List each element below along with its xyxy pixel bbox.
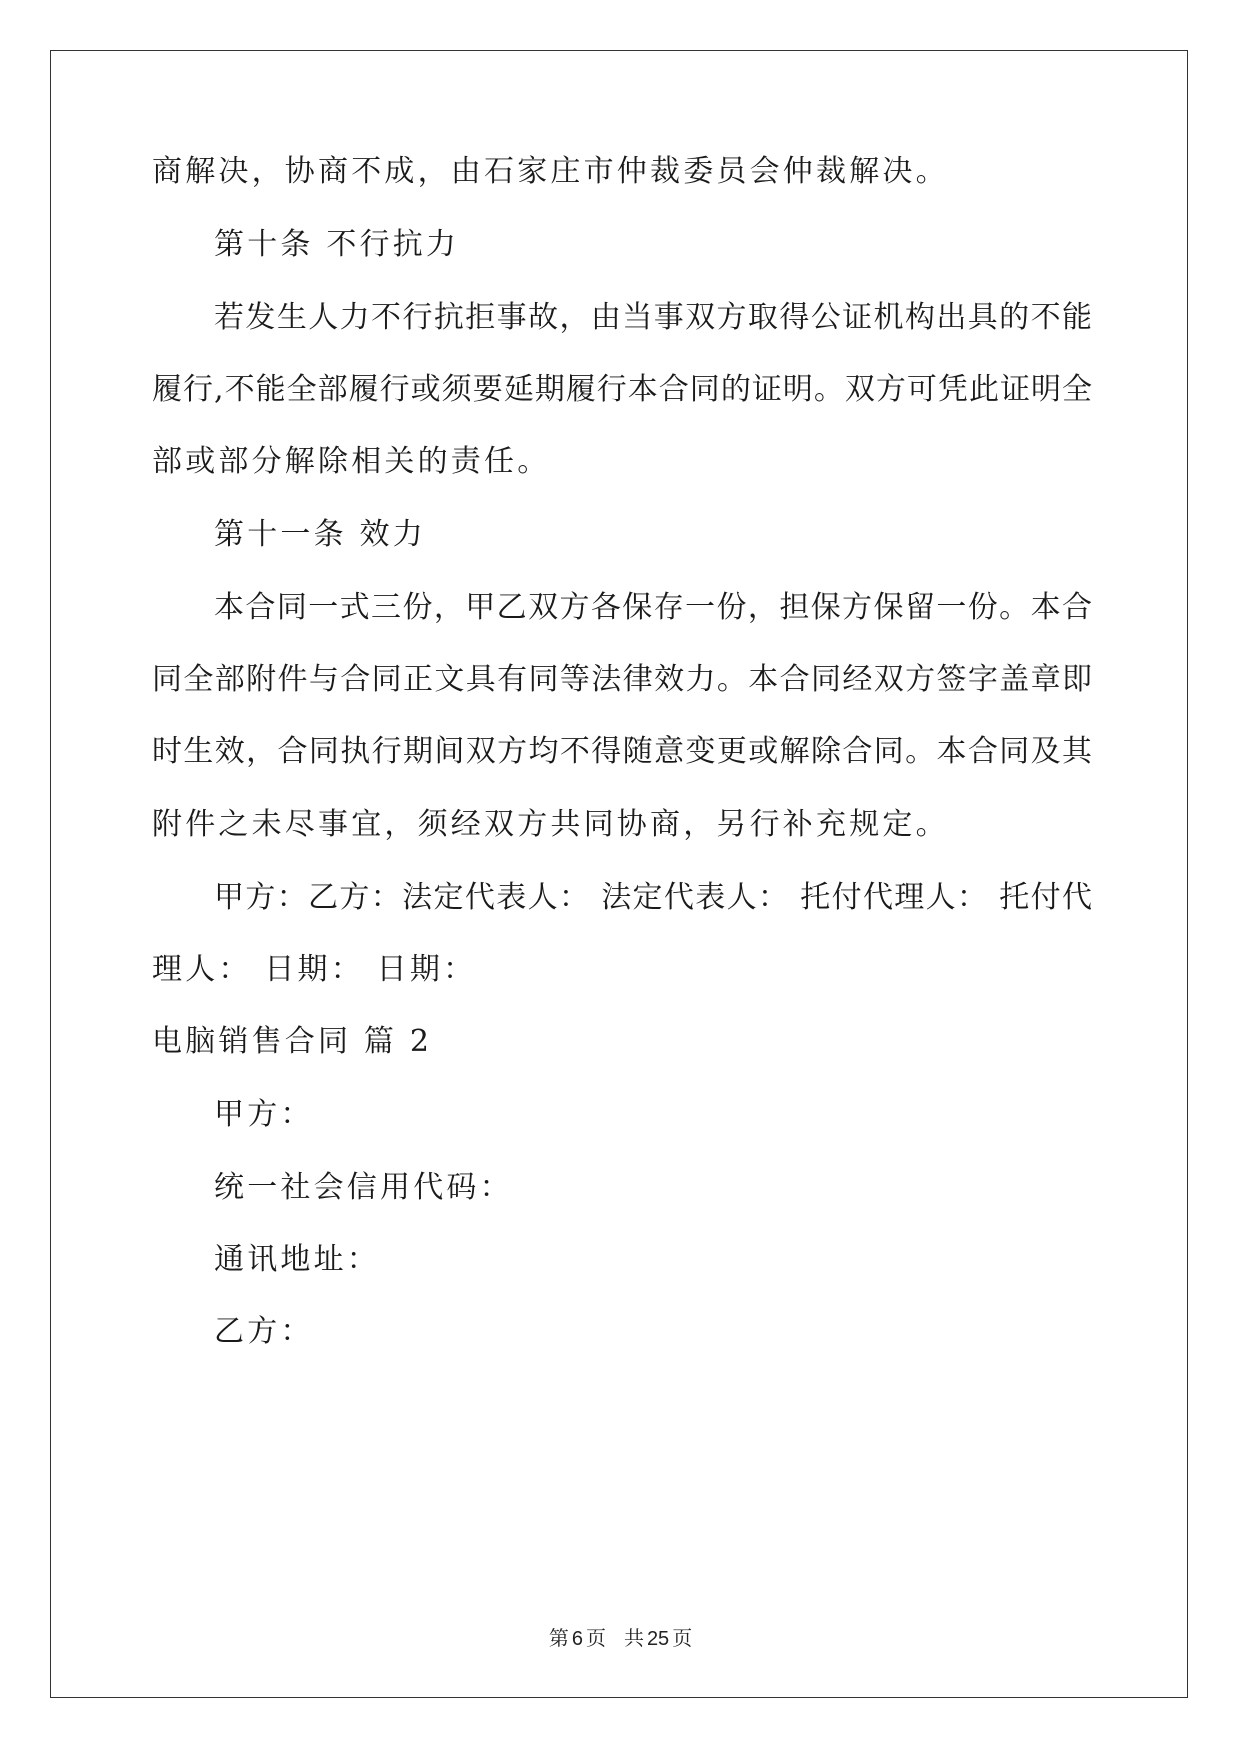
paragraph-line-5: 部或部分解除相关的责任。 — [152, 444, 551, 479]
article-11-heading: 第十一条 效力 — [214, 517, 426, 552]
total-pages: 25 — [646, 1628, 670, 1650]
total-suffix: 页 — [672, 1626, 693, 1650]
total-prefix: 共 — [623, 1626, 644, 1650]
contract-2-title: 电脑销售合同 篇 2 — [152, 1024, 433, 1059]
paragraph-line-7: 本合同一式三份，甲乙双方各保存一份，担保方保留一份。本合 — [214, 590, 1092, 625]
paragraph-line-9: 时生效，合同执行期间双方均不得随意变更或解除合同。本合同及其 — [152, 734, 1092, 769]
party-b-label: 乙方： — [214, 1314, 314, 1349]
paragraph-line-1: 商解决，协商不成，由石家庄市仲裁委员会仲裁解决。 — [152, 154, 949, 189]
address-label: 通讯地址： — [214, 1242, 380, 1277]
page-footer — [0, 1624, 1241, 1653]
page-number: 6 — [571, 1628, 583, 1650]
paragraph-line-10: 附件之未尽事宜，须经双方共同协商，另行补充规定。 — [152, 807, 949, 842]
signature-line-1: 甲方：乙方：法定代表人： 法定代表人： 托付代理人： 托付代 — [214, 880, 1092, 915]
paragraph-line-8: 同全部附件与合同正文具有同等法律效力。本合同经双方签字盖章即 — [152, 662, 1092, 697]
article-10-heading: 第十条 不行抗力 — [214, 227, 460, 262]
party-a-label: 甲方： — [214, 1097, 314, 1132]
page-suffix: 页 — [585, 1626, 606, 1650]
paragraph-line-4: 履行,不能全部履行或须要延期履行本合同的证明。双方可凭此证明全 — [152, 372, 1092, 407]
paragraph-line-3: 若发生人力不行抗拒事故，由当事双方取得公证机构出具的不能 — [214, 300, 1092, 335]
signature-line-2: 理人： 日期： 日期： — [152, 952, 477, 987]
page-prefix: 第 — [548, 1626, 569, 1650]
credit-code-label: 统一社会信用代码： — [214, 1170, 513, 1205]
